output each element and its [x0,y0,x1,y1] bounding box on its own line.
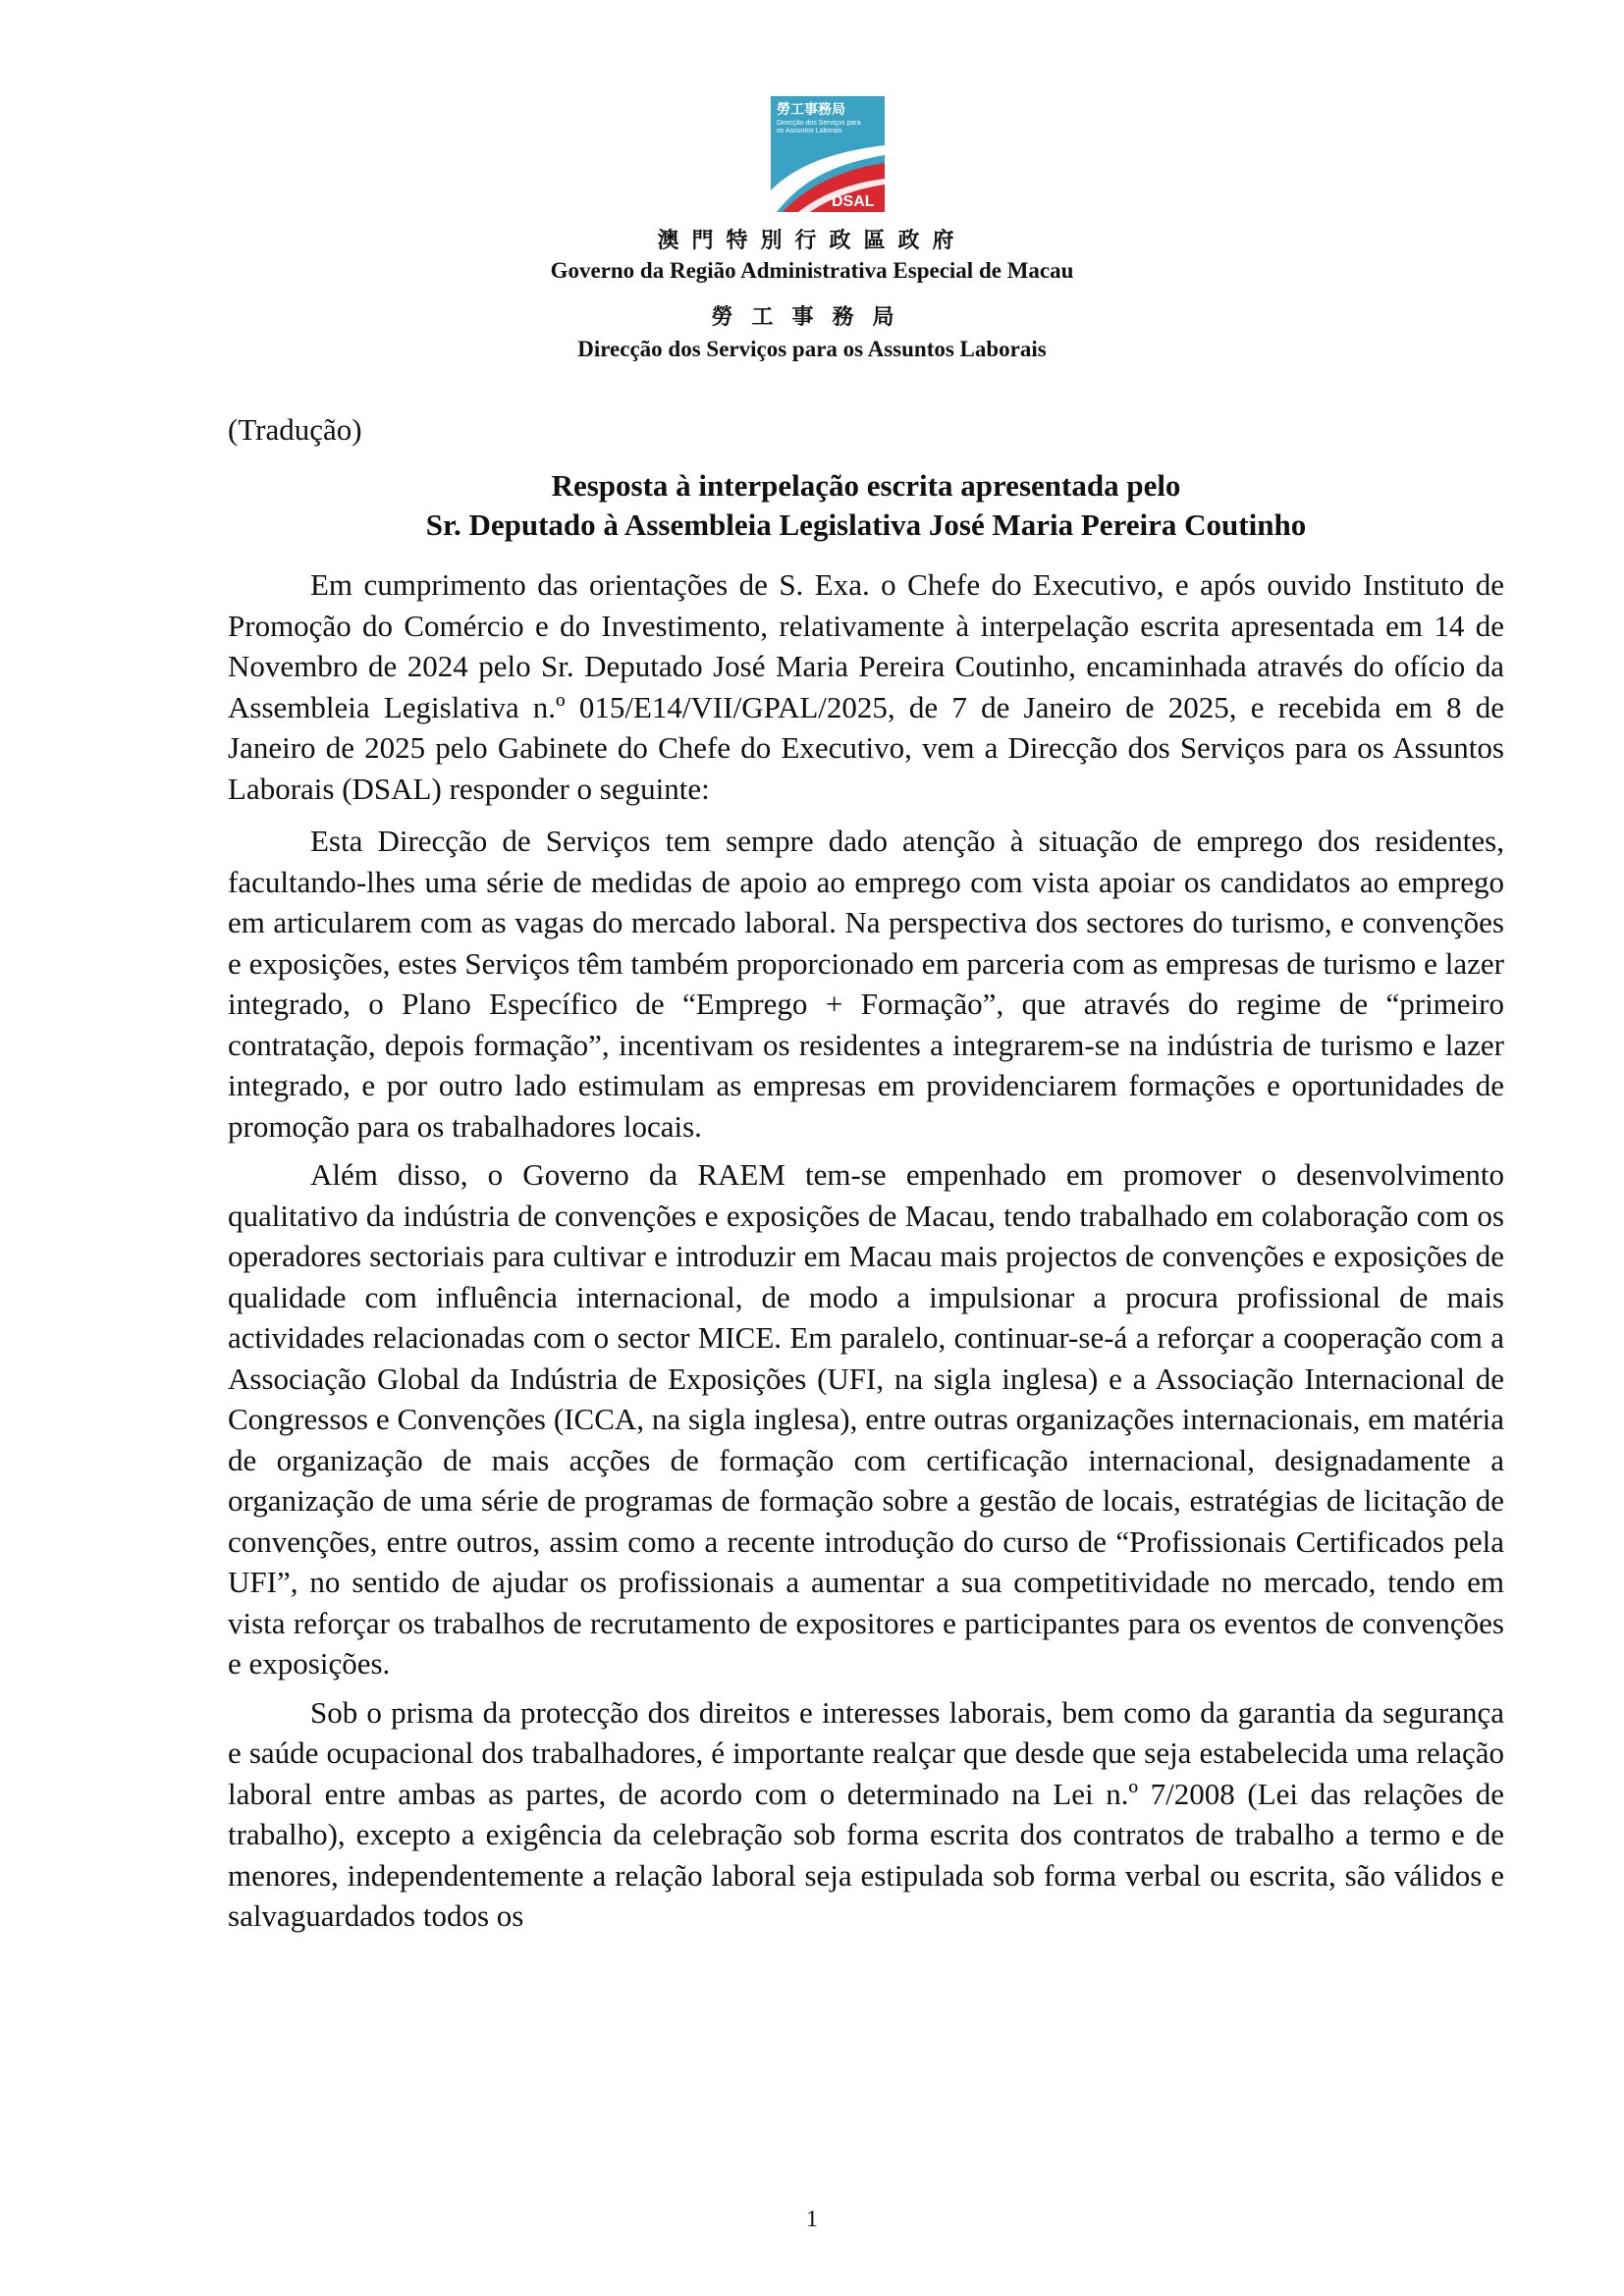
title-line-1: Resposta à interpelação escrita apresentada pelo [551,468,1181,503]
government-name-portuguese: Governo da Região Administrativa Especial de Macau [550,258,1074,283]
logo-chinese-text: 勞工事務局 [777,102,845,118]
title-line-2: Sr. Deputado à Assembleia Legislativa José Maria Pereira Coutinho [425,507,1307,542]
document-body [228,564,1504,1945]
page-number: 1 [806,2207,818,2232]
document-title [228,466,1504,545]
department-name-portuguese: Direcção dos Serviços para os Assuntos Laborais [577,337,1047,361]
paragraph-mice-industry: Além disso, o Governo da RAEM tem-se empenhado em promover o desenvolvimento qualitativo da indústria de convenções e exposições de Macau, tendo trabalhado em colaboração com os operadores sectoriais para cultivar e introduzir em Macau mais projectos de convenções e exposições de qualidade com influência internacional, de modo a impulsionar a procura profissional de mais actividades relacionadas com o sector MICE. Em paralelo, continuar-se-á a reforçar a cooperação com a Associação Global da Indústria de Exposições (UFI, na sigla inglesa) e a Associação Internacional de Congressos e Convenções (ICCA, na sigla inglesa), entre outras organizações internacionais, em matéria de organização de mais acções de formação com certificação internacional, designadamente a organização de uma série de programas de formação sobre a gestão de locais, estratégias de licitação de convenções, entre outros, assim como a recente introdução do curso de “Profissionais Certificados pela UFI”, no sentido de ajudar os profissionais a aumentar a sua competitividade no mercado, tendo em vista reforçar os trabalhos de recrutamento de expositores e participantes para os eventos de convenções e exposições. [228,1157,1504,1681]
dsal-logo [769,94,887,214]
dsal-logo-graphic [769,94,887,214]
government-name-chinese: 澳門特別行政區政府 [657,229,967,253]
translation-note: (Tradução) [228,412,362,447]
paragraph-labour-rights: Sob o prisma da protecção dos direitos e interesses laborais, bem como da garantia da segurança e saúde ocupacional dos trabalhadores, é importante realçar que desde que seja estabelecida uma relação laboral entre ambas as partes, de acordo com o determinado na Lei n.º 7/2008 (Lei das relações de trabalho), excepto a exigência da celebração sob forma escrita dos contratos de trabalho a termo e de menores, independentemente a relação laboral seja estipulada sob forma verbal ou escrita, são válidos e salvaguardados todos os [228,1694,1504,1933]
paragraph-intro: Em cumprimento das orientações de S. Exa. o Chefe do Executivo, e após ouvido Instituto de Promoção do Comércio e do Investimento, relativamente à interpelação escrita apresentada em 14 de Novembro de 2024 pelo Sr. Deputado José Maria Pereira Coutinho, encaminhada através do ofício da Assembleia Legislativa n.º 015/E14/VII/GPAL/2025, de 7 de Janeiro de 2025, e recebida em 8 de Janeiro de 2025 pelo Gabinete do Chefe do Executivo, vem a Direcção dos Serviços para os Assuntos Laborais (DSAL) responder o seguinte: [228,567,1504,806]
paragraph-employment-measures: Esta Direcção de Serviços tem sempre dado atenção à situação de emprego dos residentes, facultando-lhes uma série de medidas de apoio ao emprego com vista apoiar os candidatos ao emprego em articularem com as vagas do mercado laboral. Na perspectiva dos sectores do turismo, e convenções e exposições, estes Serviços têm também proporcionado em parceria com as empresas de turismo e lazer integrado, o Plano Específico de “Emprego + Formação”, que através do regime de “primeiro contratação, depois formação”, incentivam os residentes a integrarem-se na indústria de turismo e lazer integrado, e por outro lado estimulam as empresas em providenciarem formações e oportunidades de promoção para os trabalhadores locais. [228,824,1504,1144]
logo-abbreviation: DSAL [832,193,875,210]
department-name-chinese: 勞工事務局 [711,305,913,330]
logo-portuguese-text: Direcção dos Serviços para os Assuntos Laborais [777,120,861,134]
